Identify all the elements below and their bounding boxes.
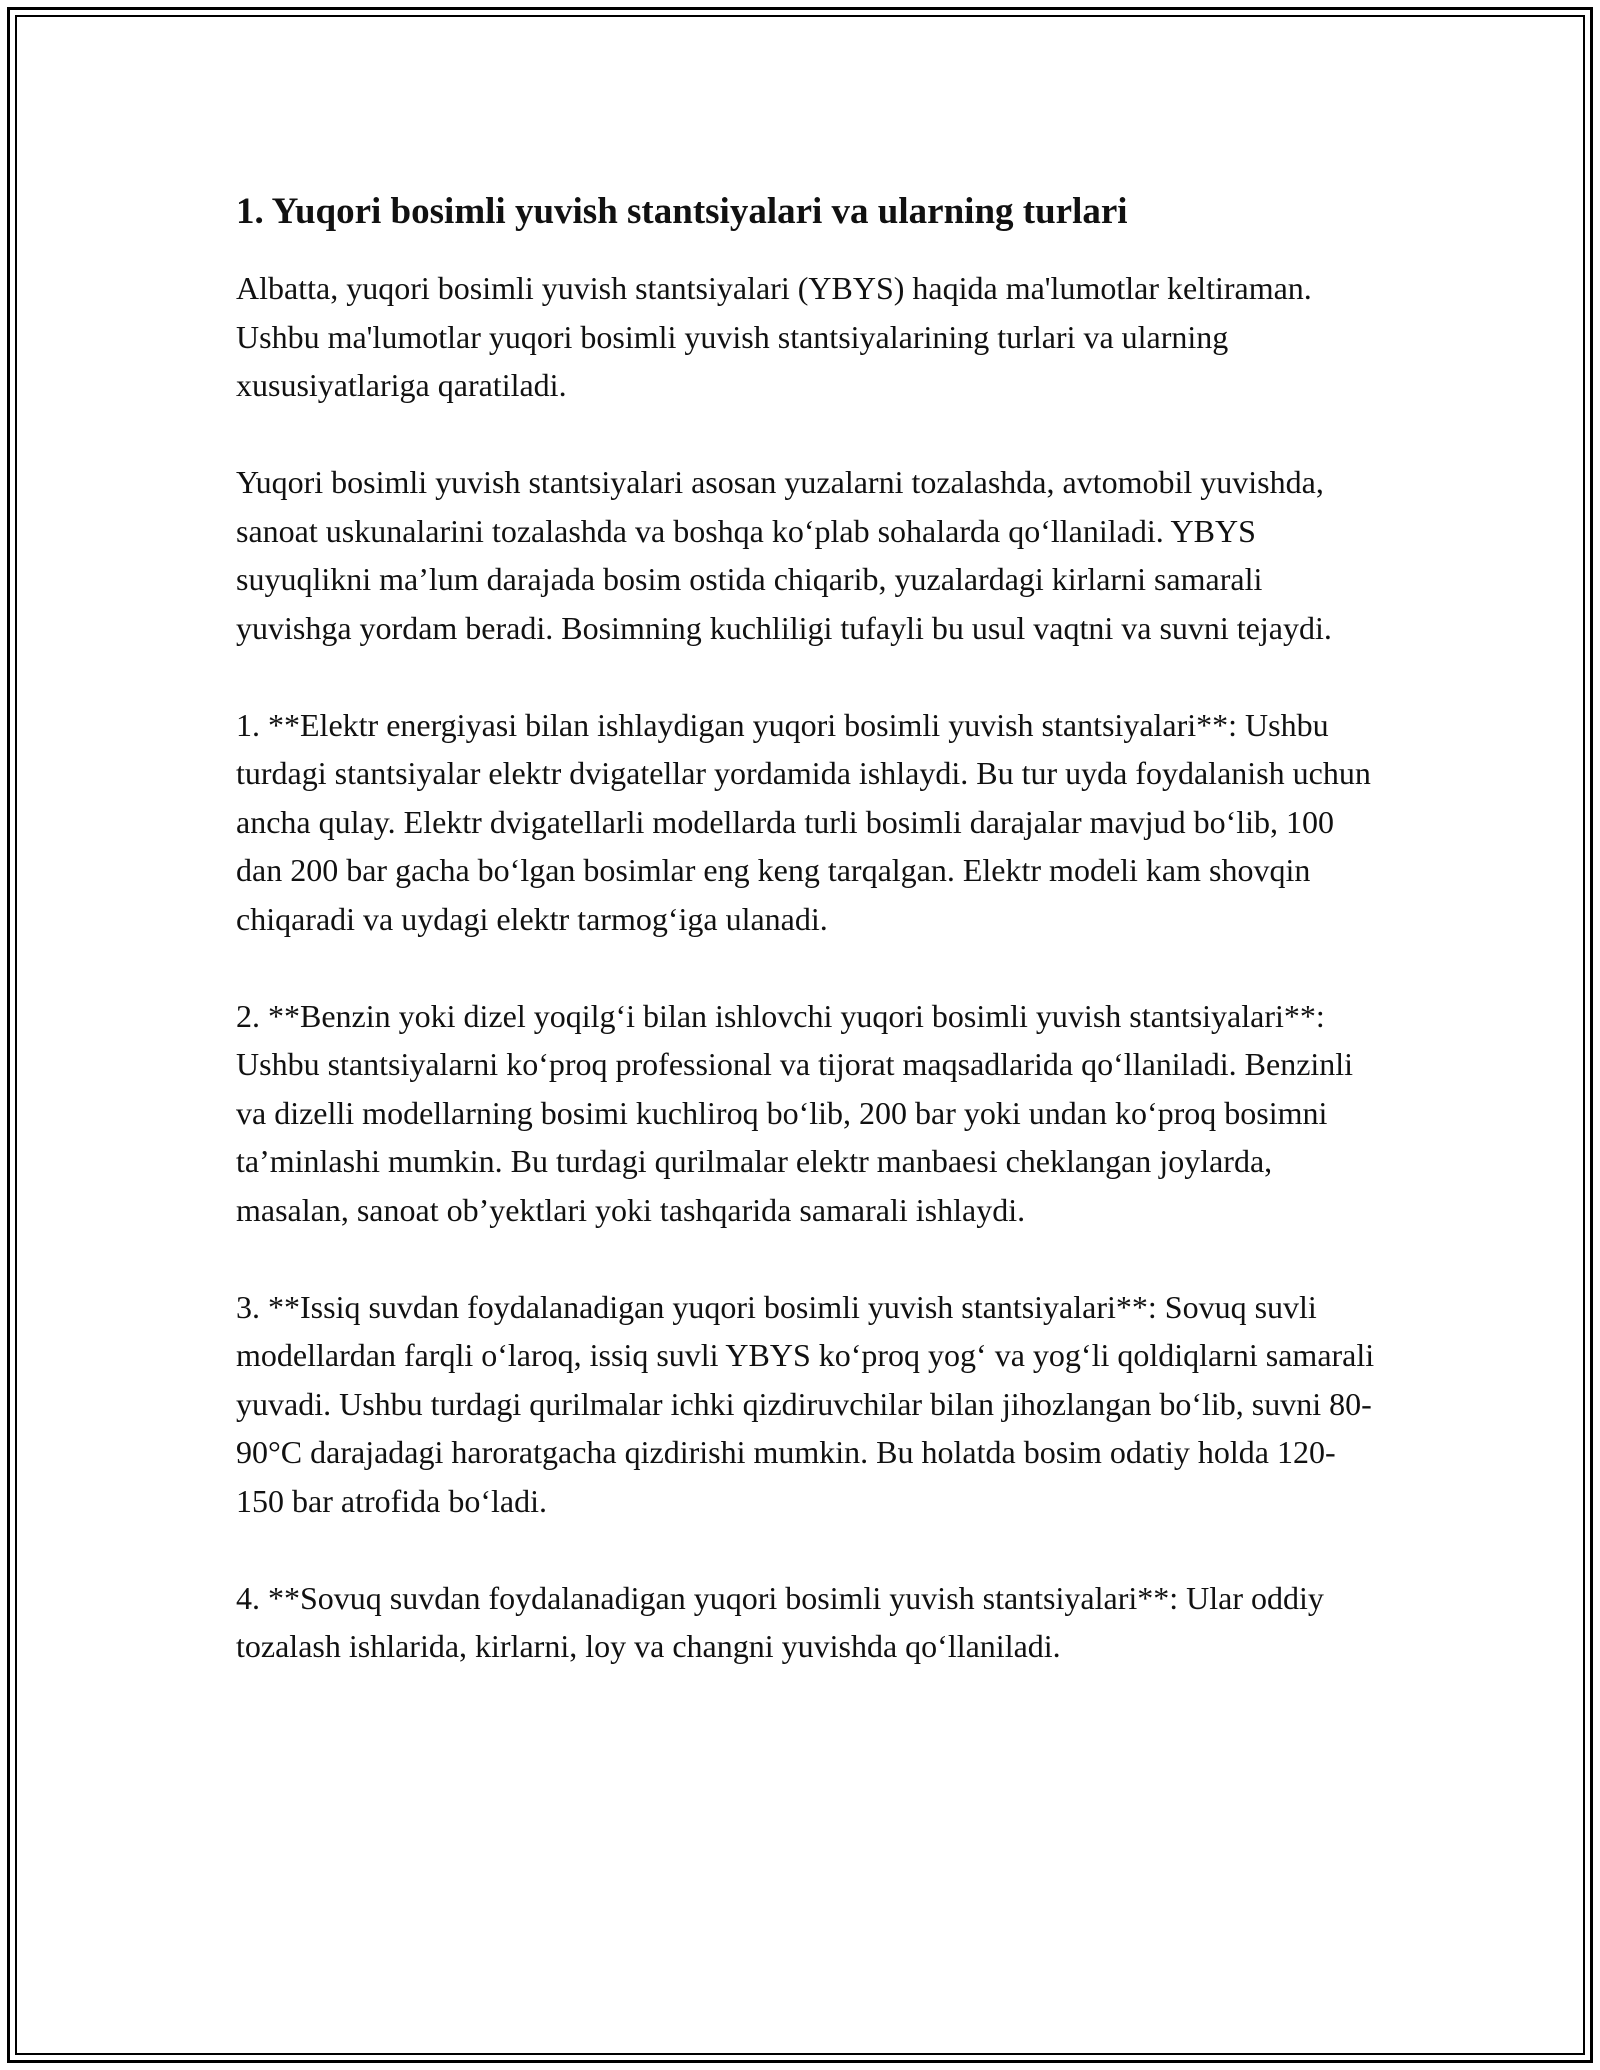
paragraph-type-electric: 1. **Elektr energiyasi bilan ishlaydigan yuqori bosimli yuvish stantsiyalari**: Ushbu turdagi stantsiyalar elektr dvigatellar yordamida ishlaydi. Bu tur uyda foydalanish uchun ancha qulay. Elektr dvigatellarli modellarda turli bosimli darajalar mavjud bo‘lib, 100 dan 200 bar gacha bo‘lgan bosimlar eng keng tarqalgan. Elektr modeli kam shovqin chiqaradi va uydagi elektr tarmog‘iga ulanadi. [236, 706, 1371, 937]
paragraph-overview: Yuqori bosimli yuvish stantsiyalari asosan yuzalarni tozalashda, avtomobil yuvishda, sanoat uskunalarini tozalashda va boshqa ko‘plab sohalarda qo‘llaniladi. YBYS suyuqlikni ma’lum darajada bosim ostida chiqarib, yuzalardagi kirlarni samarali yuvishga yordam beradi. Bosimning kuchliligi tufayli bu usul vaqtni va suvni tejaydi. [236, 464, 1332, 646]
document-heading: 1. Yuqori bosimli yuvish stantsiyalari va ularning turlari [236, 191, 1128, 232]
paragraph-type-petrol-diesel: 2. **Benzin yoki dizel yoqilg‘i bilan ishlovchi yuqori bosimli yuvish stantsiyalari**: Ushbu stantsiyalarni ko‘proq professional va tijorat maqsadlarida qo‘llaniladi. Benzinli va dizelli modellarning bosimi kuchliroq bo‘lib, 200 bar yoki undan ko‘proq bosimni ta’minlashi mumkin. Bu turdagi qurilmalar elektr manbaesi cheklangan joylarda, masalan, sanoat ob’yektlari yoki tashqarida samarali ishlaydi. [236, 997, 1354, 1228]
document-body [236, 188, 1376, 1719]
paragraph-type-cold-water: 4. **Sovuq suvdan foydalanadigan yuqori bosimli yuvish stantsiyalari**: Ular oddiy tozalash ishlarida, kirlarni, loy va changni yuvishda qo‘llaniladi. [236, 1579, 1324, 1664]
paragraph-type-hot-water: 3. **Issiq suvdan foydalanadigan yuqori bosimli yuvish stantsiyalari**: Sovuq suvli modellardan farqli o‘laroq, issiq suvli YBYS ko‘proq yog‘ va yog‘li qoldiqlarni samarali yuvadi. Ushbu turdagi qurilmalar ichki qizdiruvchilar bilan jihozlangan bo‘lib, suvni 80-90°C darajadagi haroratgacha qizdirishi mumkin. Bu holatda bosim odatiy holda 120-150 bar atrofida bo‘ladi. [236, 1288, 1375, 1519]
paragraph-intro: Albatta, yuqori bosimli yuvish stantsiyalari (YBYS) haqida ma'lumotlar keltiraman. Ushbu ma'lumotlar yuqori bosimli yuvish stantsiyalarining turlari va ularning xususiyatlariga qaratiladi. [236, 270, 1312, 403]
